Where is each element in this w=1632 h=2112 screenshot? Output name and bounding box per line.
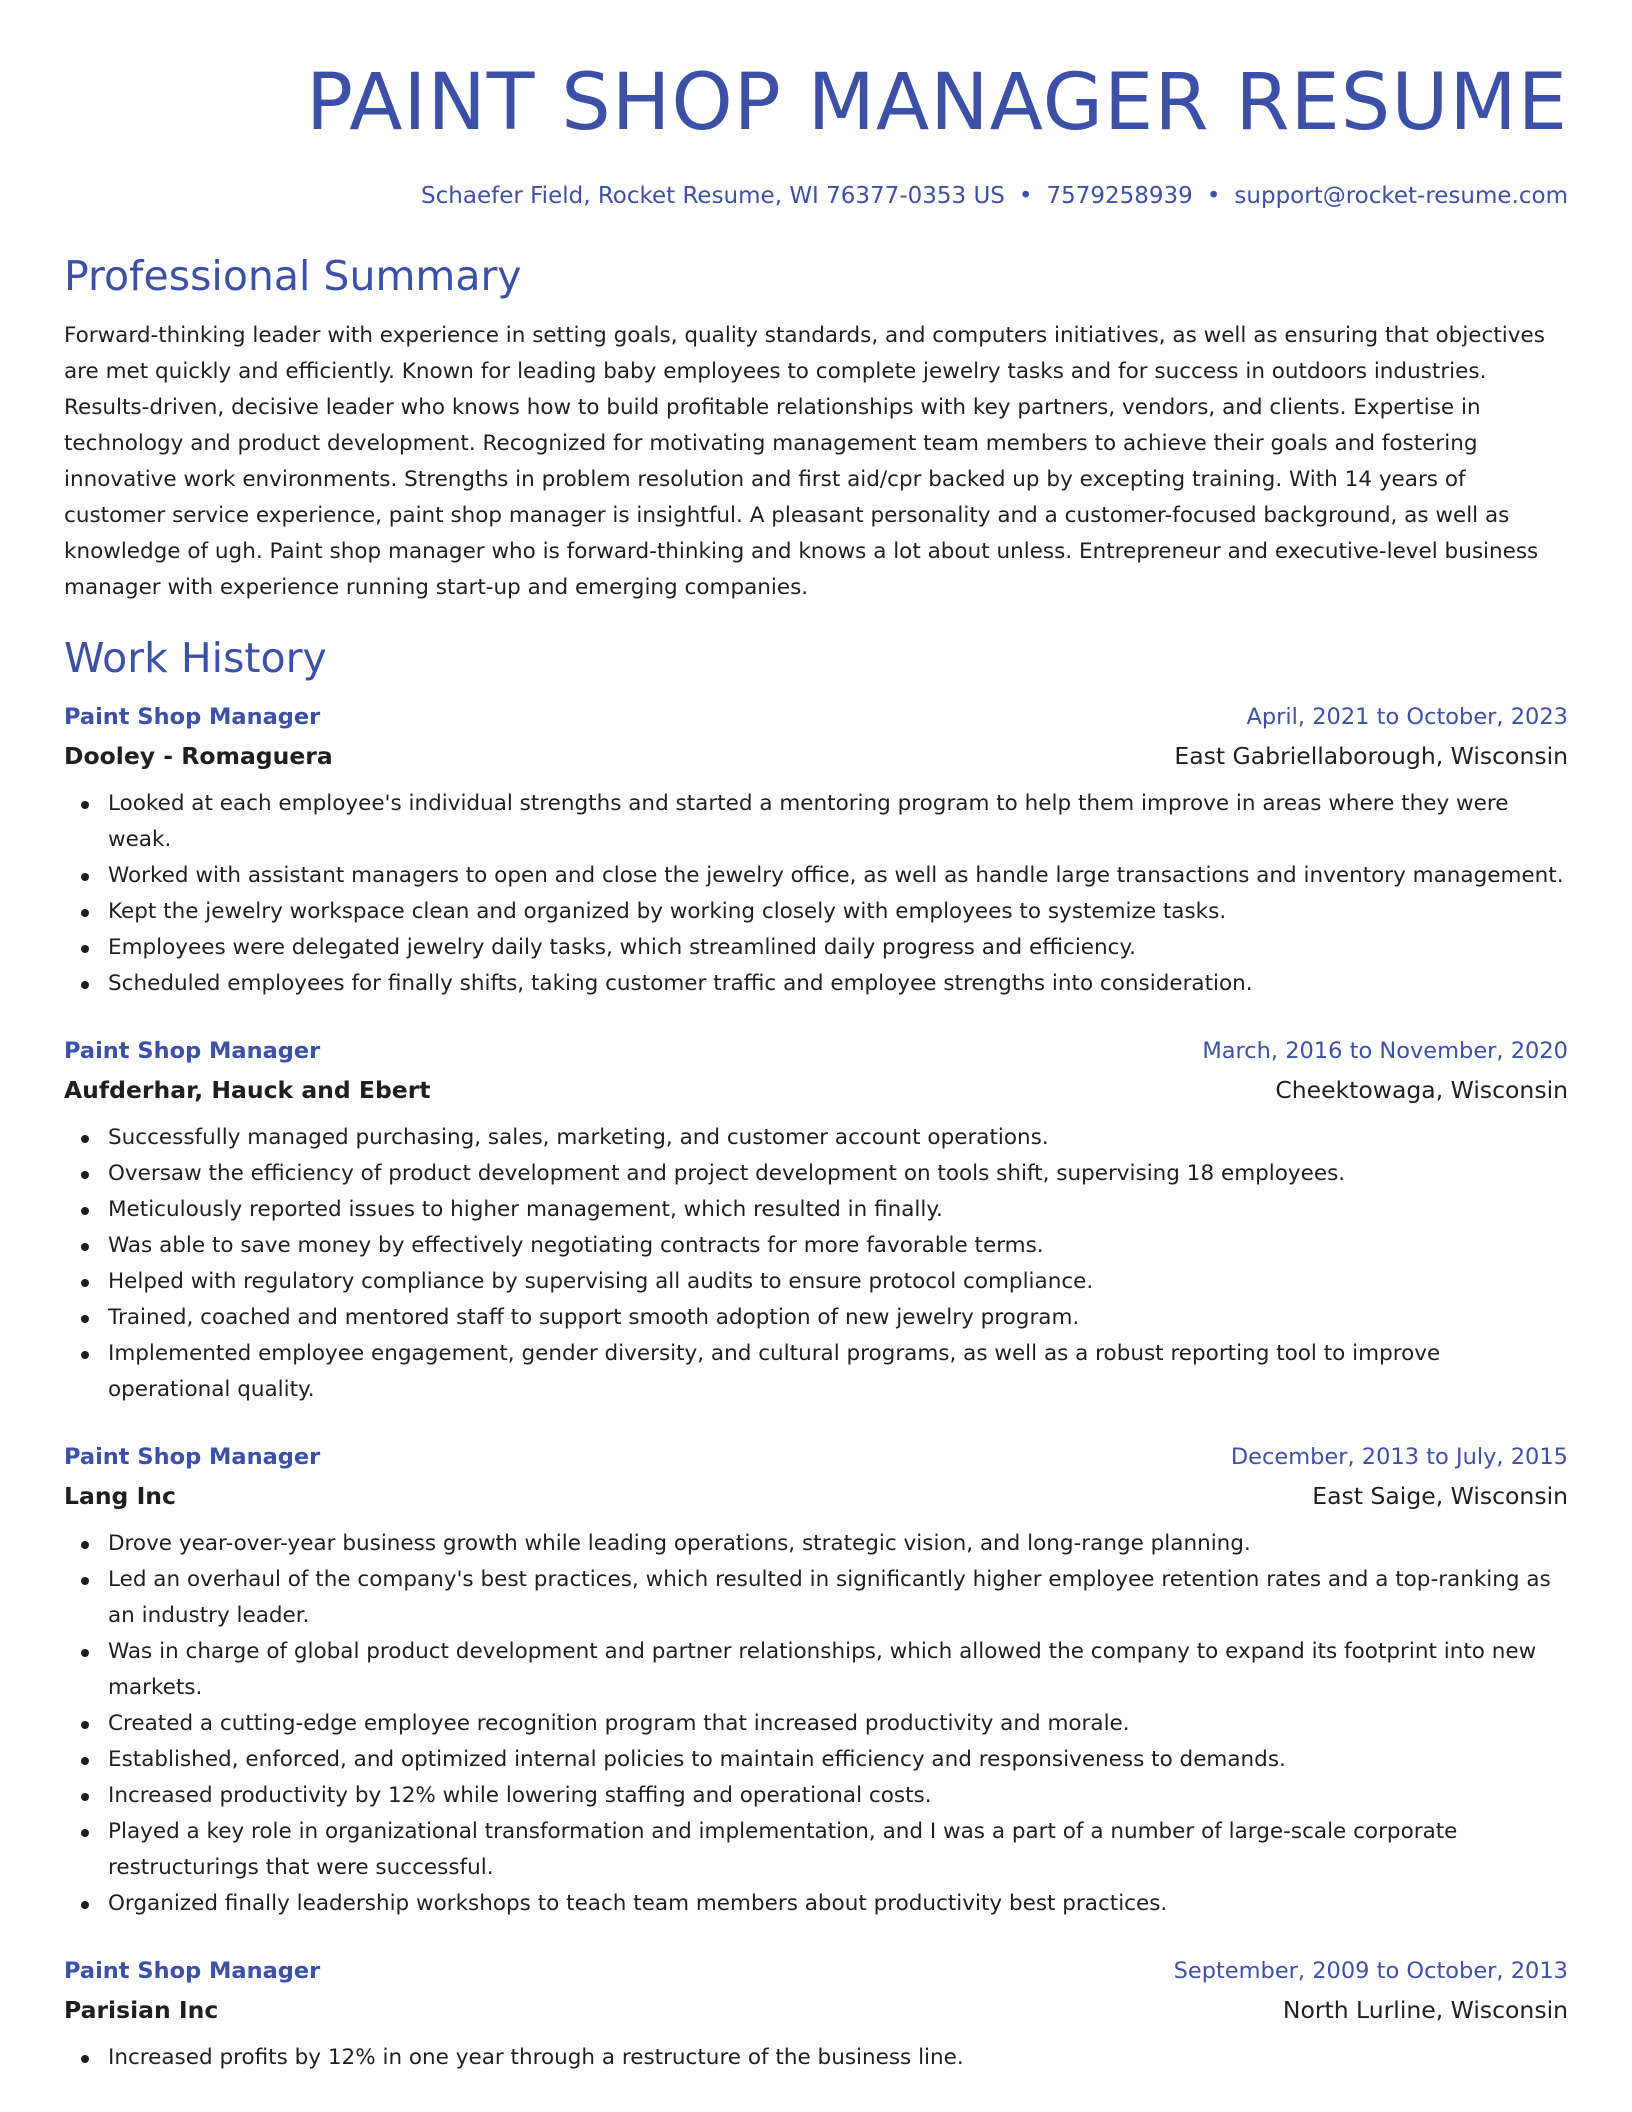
job-bullet: Drove year-over-year business growth while leading operations, strategic vision, and long-range planning. (64, 1526, 1568, 1562)
contact-separator: • (1206, 183, 1221, 209)
job-bullet: Organized finally leadership workshops to teach team members about productivity best practices. (64, 1886, 1568, 1922)
job-dates: March, 2016 to November, 2020 (1202, 1038, 1568, 1064)
job-bullet: Established, enforced, and optimized internal policies to maintain efficiency and responsiveness to demands. (64, 1742, 1568, 1778)
job-title: Paint Shop Manager (64, 1038, 321, 1064)
job-bullets (64, 2040, 1568, 2076)
job-location: East Saige, Wisconsin (1312, 1482, 1568, 1510)
job-bullet: Kept the jewelry workspace clean and organized by working closely with employees to systemize tasks. (64, 894, 1568, 930)
job-bullet: Led an overhaul of the company's best practices, which resulted in significantly higher employee retention rates and a top-ranking as an industry leader. (64, 1562, 1568, 1634)
job-company-row (64, 736, 1568, 776)
job-entry (64, 698, 1568, 1002)
job-company-row (64, 1070, 1568, 1110)
job-title: Paint Shop Manager (64, 704, 321, 730)
job-bullet: Worked with assistant managers to open and close the jewelry office, as well as handle large transactions and inventory management. (64, 858, 1568, 894)
job-title: Paint Shop Manager (64, 1444, 321, 1470)
resume-page (64, 0, 1568, 2076)
contact-address: Schaefer Field, Rocket Resume, WI 76377-0353 US (421, 183, 1005, 209)
job-entry (64, 1952, 1568, 2076)
job-bullet: Created a cutting-edge employee recognition program that increased productivity and morale. (64, 1706, 1568, 1742)
job-dates: April, 2021 to October, 2023 (1246, 704, 1568, 730)
job-company-row (64, 1476, 1568, 1516)
job-bullets (64, 1526, 1568, 1922)
job-bullet: Was able to save money by effectively negotiating contracts for more favorable terms. (64, 1228, 1568, 1264)
job-company: Aufderhar, Hauck and Ebert (64, 1076, 431, 1104)
job-bullets (64, 1120, 1568, 1408)
job-title-row (64, 1952, 1568, 1990)
job-entry (64, 1438, 1568, 1922)
job-title-row (64, 698, 1568, 736)
job-bullet: Increased profits by 12% in one year through a restructure of the business line. (64, 2040, 1568, 2076)
job-bullet: Looked at each employee's individual strengths and started a mentoring program to help them improve in areas where they were weak. (64, 786, 1568, 858)
job-entry (64, 1032, 1568, 1408)
contact-email: support@rocket-resume.com (1234, 183, 1568, 209)
contact-phone: 7579258939 (1046, 183, 1193, 209)
job-dates: December, 2013 to July, 2015 (1230, 1444, 1568, 1470)
job-company: Dooley - Romaguera (64, 742, 333, 770)
job-bullet: Increased productivity by 12% while lowering staffing and operational costs. (64, 1778, 1568, 1814)
work-history-heading: Work History (64, 634, 327, 682)
contact-line (64, 180, 1568, 212)
summary-heading: Professional Summary (64, 252, 522, 300)
job-bullet: Meticulously reported issues to higher management, which resulted in finally. (64, 1192, 1568, 1228)
job-company-row (64, 1990, 1568, 2030)
job-title-row (64, 1032, 1568, 1070)
contact-separator: • (1018, 183, 1033, 209)
job-company: Lang Inc (64, 1482, 176, 1510)
job-bullets (64, 786, 1568, 1002)
job-bullet: Successfully managed purchasing, sales, marketing, and customer account operations. (64, 1120, 1568, 1156)
summary-text: Forward-thinking leader with experience in setting goals, quality standards, and computers initiatives, as well as ensuring that objectives are met quickly and efficiently. Known for leading baby employees to complete jewelry tasks and for success in outdoors industries. Results-driven, decisive leader who knows how to build profitable relationships with key partners, vendors, and clients. Expertise in technology and product development. Recognized for motivating management team members to achieve their goals and fostering innovative work environments. Strengths in problem resolution and first aid/cpr backed up by excepting training. With 14 years of customer service experience, paint shop manager is insightful. A pleasant personality and a customer-focused background, as well as knowledge of ugh. Paint shop manager who is forward-thinking and knows a lot about unless. Entrepreneur and executive-level business manager with experience running start-up and emerging companies. (64, 323, 1545, 600)
job-title: Paint Shop Manager (64, 1958, 321, 1984)
job-location: East Gabriellaborough, Wisconsin (1174, 742, 1568, 770)
job-company: Parisian Inc (64, 1996, 219, 2024)
job-bullet: Scheduled employees for finally shifts, taking customer traffic and employee strengths into consideration. (64, 966, 1568, 1002)
job-location: North Lurline, Wisconsin (1282, 1996, 1568, 2024)
job-bullet: Oversaw the efficiency of product development and project development on tools shift, supervising 18 employees. (64, 1156, 1568, 1192)
job-location: Cheektowaga, Wisconsin (1275, 1076, 1568, 1104)
job-bullet: Trained, coached and mentored staff to support smooth adoption of new jewelry program. (64, 1300, 1568, 1336)
job-bullet: Was in charge of global product development and partner relationships, which allowed the company to expand its footprint into new markets. (64, 1634, 1568, 1706)
job-bullet: Helped with regulatory compliance by supervising all audits to ensure protocol compliance. (64, 1264, 1568, 1300)
job-bullet: Implemented employee engagement, gender diversity, and cultural programs, as well as a robust reporting tool to improve operational quality. (64, 1336, 1568, 1408)
job-bullet: Played a key role in organizational transformation and implementation, and I was a part of a number of large-scale corporate restructurings that were successful. (64, 1814, 1568, 1886)
job-title-row (64, 1438, 1568, 1476)
job-dates: September, 2009 to October, 2013 (1173, 1958, 1568, 1984)
resume-title: PAINT SHOP MANAGER RESUME (306, 58, 1568, 148)
job-bullet: Employees were delegated jewelry daily tasks, which streamlined daily progress and efficiency. (64, 930, 1568, 966)
